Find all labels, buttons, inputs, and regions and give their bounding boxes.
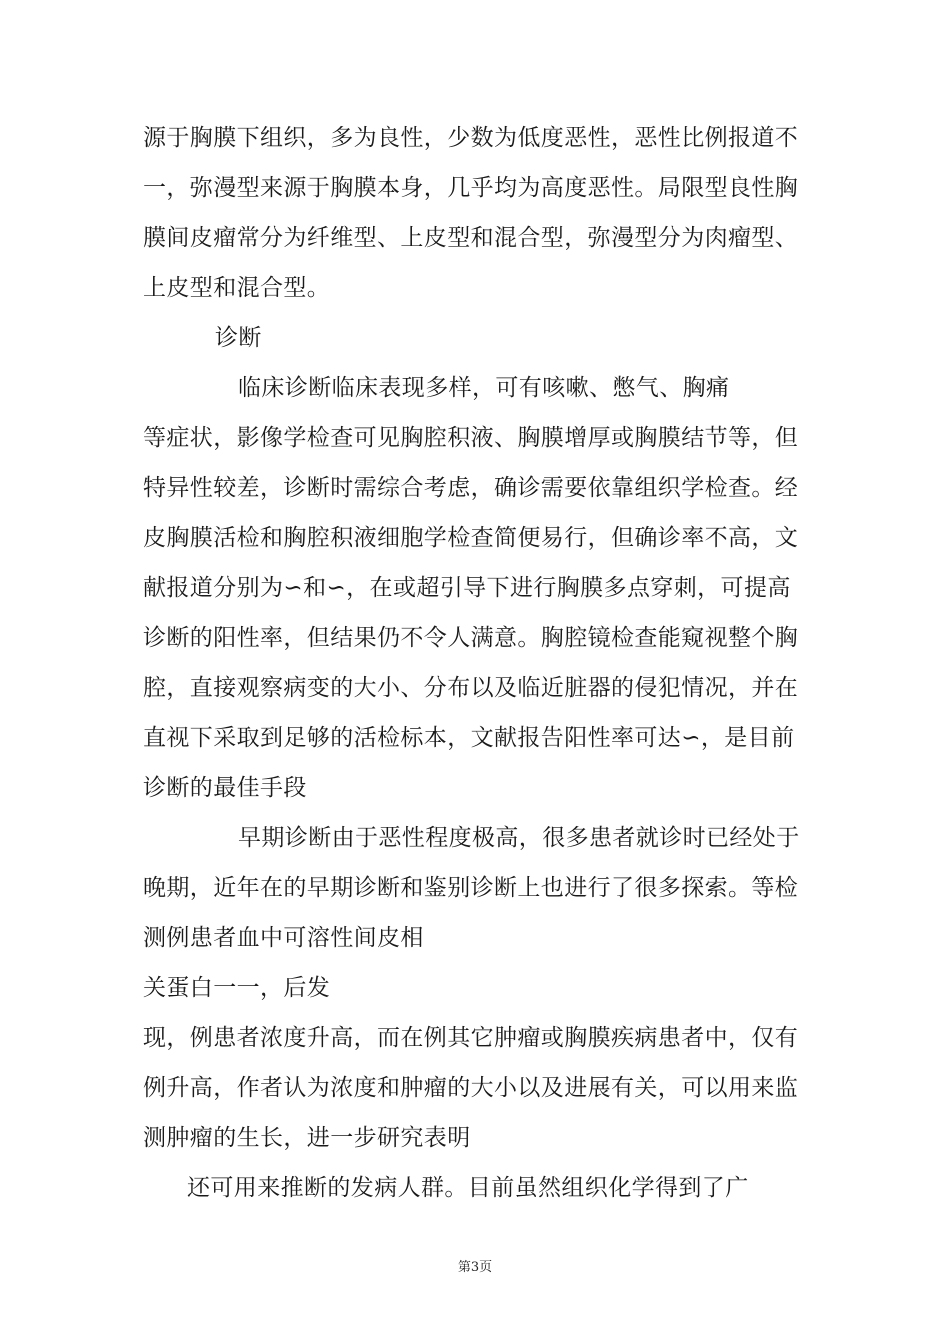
text-line: 诊断的最佳手段 xyxy=(143,775,307,801)
text-line: 献报道分别为∽和∽，在或超引导下进行胸膜多点穿刺，可提高 xyxy=(143,575,791,601)
text-line: 特异性较差，诊断时需综合考虑，确诊需要依靠组织学检查。经 xyxy=(143,475,799,501)
text-line: 关蛋白一一，后发 xyxy=(143,975,331,1001)
text-line: 测例患者血中可溶性间皮相 xyxy=(143,925,424,951)
text-line: 例升高，作者认为浓度和肿瘤的大小以及进展有关，可以用来监 xyxy=(143,1075,799,1101)
text-line: 临床诊断临床表现多样，可有咳嗽、憋气、胸痛 xyxy=(238,375,730,401)
text-line: 测肿瘤的生长，进一步研究表明 xyxy=(143,1125,471,1151)
text-line: 腔，直接观察病变的大小、分布以及临近脏器的侵犯情况，并在 xyxy=(143,675,799,701)
text-line: 诊断的阳性率，但结果仍不令人满意。胸腔镜检查能窥视整个胸 xyxy=(143,625,799,651)
text-line: 现，例患者浓度升高，而在例其它肿瘤或胸膜疾病患者中，仅有 xyxy=(143,1025,799,1051)
section-heading: 诊断 xyxy=(215,325,262,351)
text-line: 一，弥漫型来源于胸膜本身，几乎均为高度恶性。局限型良性胸 xyxy=(143,175,799,201)
text-line: 还可用来推断的发病人群。目前虽然组织化学得到了广 xyxy=(187,1175,749,1201)
text-line: 膜间皮瘤常分为纤维型、上皮型和混合型，弥漫型分为肉瘤型、 xyxy=(143,225,799,251)
text-line: 源于胸膜下组织，多为良性，少数为低度恶性，恶性比例报道不 xyxy=(143,125,799,151)
text-line: 早期诊断由于恶性程度极高，很多患者就诊时已经处于 xyxy=(238,825,800,851)
text-line: 皮胸膜活检和胸腔积液细胞学检查简便易行，但确诊率不高，文 xyxy=(143,525,799,551)
page-number: 第3页 xyxy=(457,1260,493,1275)
text-line: 等症状，影像学检查可见胸腔积液、胸膜增厚或胸膜结节等，但 xyxy=(143,425,799,451)
text-line: 晚期，近年在的早期诊断和鉴别诊断上也进行了很多探索。等检 xyxy=(143,875,799,901)
text-line: 直视下采取到足够的活检标本，文献报告阳性率可达∽，是目前 xyxy=(143,725,795,751)
text-line: 上皮型和混合型。 xyxy=(143,275,331,301)
